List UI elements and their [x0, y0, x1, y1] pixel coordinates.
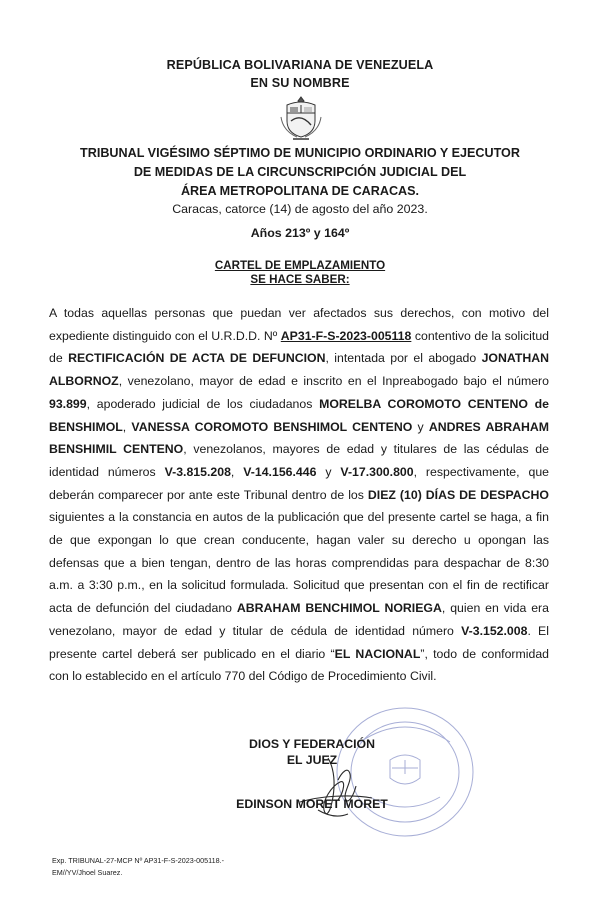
footer-file-ref: Exp. TRIBUNAL-27-MCP Nº AP31-F-S-2023-005118.- [52, 856, 224, 865]
body-text: , quien en vida era venezolano, mayor de edad y titular de cédula de identidad número [49, 601, 549, 638]
header-republic: REPÚBLICA BOLIVARIANA DE VENEZUELA [166, 58, 434, 72]
lawyer-name: JONATHAN ALBORNOZ [49, 351, 549, 389]
body-text: , venezolanos, mayores de edad y titulares de las cédulas de identidad números [49, 442, 549, 479]
body-text: y [412, 419, 429, 434]
body-text: siguientes a la constancia en autos de la publicación que del presente cartel se haga, a fin de que expongan lo que crean conducente, hagan valer su derecho u opongan las defensas que a bien tengan, dentro de las horas comprendidas para despachar de 8:30 a.m. a 3:30 p.m., en la solicitud formulada. Solicitud que presentan con el fin de rectificar acta de defunción del ciudadano [49, 510, 549, 616]
citizen-name: VANESSA COROMOTO BENSHIMOL CENTENO [131, 419, 413, 434]
deadline: DIEZ (10) DÍAS DE DESPACHO [367, 487, 549, 502]
id-number: V-3.815.208 [164, 464, 231, 479]
request-type: RECTIFICACIÓN DE ACTA DE DEFUNCION [68, 351, 326, 366]
body-text: , venezolano, mayor de edad e inscrito en el Inpreabogado bajo el número [118, 374, 549, 389]
body-text: ”, todo de conformidad con lo establecido en el artículo 770 del Código de Procedimiento Civil. [49, 646, 549, 684]
citizen-name: ANDRES ABRAHAM BENSHIMIL CENTENO [49, 419, 549, 457]
deceased-name: ABRAHAM BENCHIMOL NORIEGA [236, 601, 442, 616]
body-text: y [316, 464, 341, 479]
footer-initials: EM//YV/Jhoel Suarez. [52, 868, 123, 877]
body-text: , [122, 419, 132, 434]
closing-el-juez: EL JUEZ [286, 753, 338, 767]
body-text: , [230, 464, 244, 479]
body-text: A todas aquellas personas que puedan ver afectados sus derechos, con motivo del expediente distinguido con el U.R.D.D. Nº [49, 306, 549, 343]
citizen-name: MORELBA COROMOTO CENTENO de BENSHIMOL [49, 396, 549, 434]
coat-of-arms-icon [279, 95, 323, 141]
id-number: V-3.152.008 [461, 623, 528, 638]
body-text: , intentada por el abogado [325, 351, 482, 366]
closing-dios-federacion: DIOS Y FEDERACIÓN [249, 737, 375, 751]
newspaper-name: EL NACIONAL [334, 646, 421, 661]
court-name-line-3: ÁREA METROPOLITANA DE CARACAS. [180, 184, 420, 198]
judge-name: EDINSON MORET MORET [236, 797, 388, 811]
header-en-su-nombre: EN SU NOMBRE [250, 76, 350, 90]
title-se-hace-saber: SE HACE SABER: [250, 273, 350, 286]
notice-body [49, 302, 549, 688]
body-text: . El presente cartel deberá ser publicado en el diario “ [49, 623, 549, 661]
body-text: , apoderado judicial de los ciudadanos [86, 396, 320, 411]
body-text: , respectivamente, que deberán comparecer por ante este Tribunal dentro de los [49, 464, 549, 502]
file-number: AP31-F-S-2023-005118 [280, 328, 412, 343]
place-date: Caracas, catorce (14) de agosto del año 2023. [172, 202, 428, 216]
court-name-line-1: TRIBUNAL VIGÉSIMO SÉPTIMO DE MUNICIPIO ORDINARIO Y EJECUTOR [80, 146, 520, 160]
court-name-line-2: DE MEDIDAS DE LA CIRCUNSCRIPCIÓN JUDICIAL DEL [133, 165, 467, 179]
id-number: V-14.156.446 [243, 464, 317, 479]
years-line: Años 213º y 164º [250, 226, 350, 240]
body-text: contentivo de la solicitud de [49, 328, 549, 366]
title-cartel: CARTEL DE EMPLAZAMIENTO [214, 259, 386, 272]
id-number: V-17.300.800 [340, 464, 414, 479]
inpre-number: 93.899 [49, 396, 87, 411]
